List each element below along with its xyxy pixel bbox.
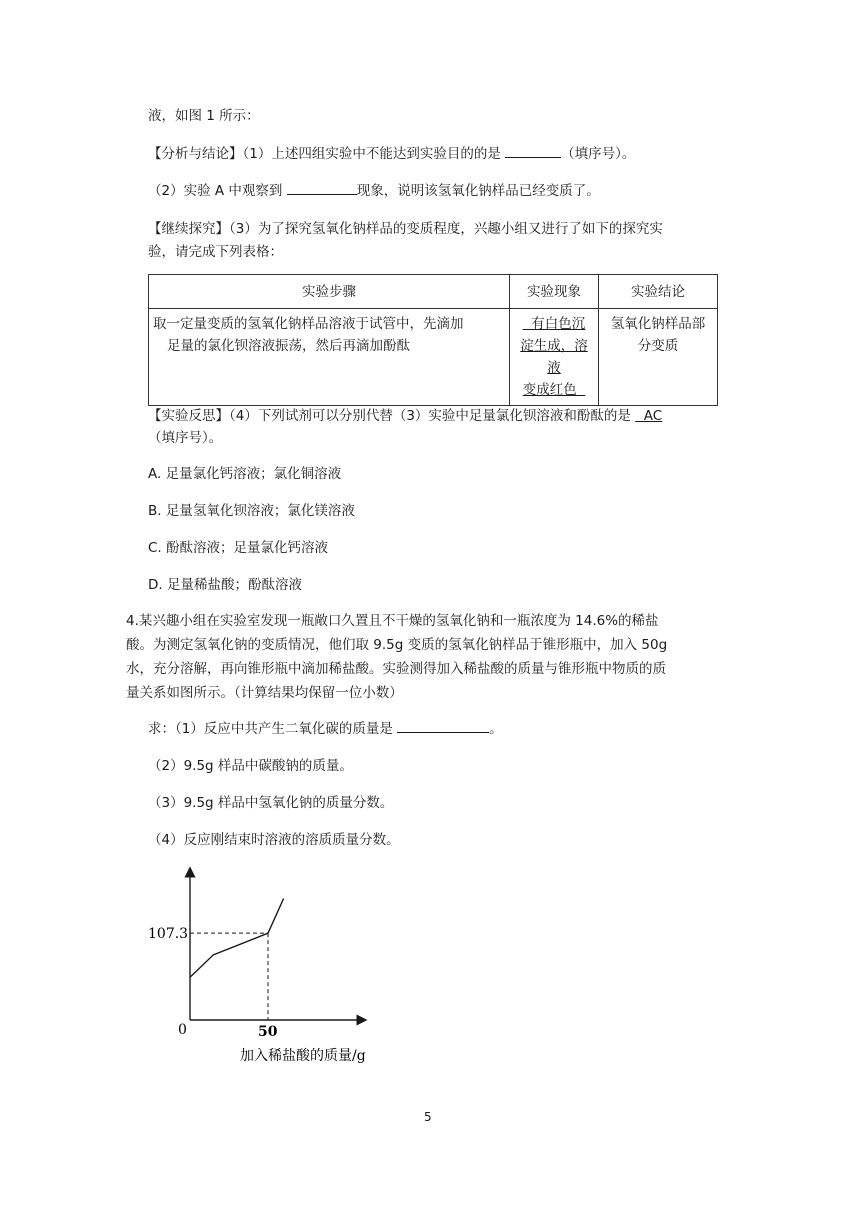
continue-line-1: 【继续探究】（3）为了探究氢氧化钠样品的变质程度，兴趣小组又进行了如下的探究实 [148, 221, 663, 237]
problem4-line-3: 水，充分溶解，再向锥形瓶中滴加稀盐酸。实验测得加入稀盐酸的质量与锥形瓶中物质的质 [126, 661, 666, 677]
reflection-answer: AC [635, 408, 663, 424]
q2-prefix: （2）实验 A 中观察到 [148, 183, 287, 199]
problem4-question-1 [148, 718, 503, 739]
origin-label: 0 [178, 1022, 187, 1038]
reflection-line-1 [148, 406, 662, 426]
p4q1-prefix: 求：（1）反应中共产生二氧化碳的质量是 [148, 721, 398, 737]
answer-blank-co2[interactable] [397, 718, 489, 733]
analysis-question-1 [148, 143, 635, 164]
cell-phenomenon [510, 309, 599, 406]
phenomenon-line-2: 淀生成，溶液 [520, 338, 588, 376]
phenomenon-line-3: 变成红色 [522, 382, 586, 398]
mass-chart [140, 860, 380, 1070]
page-number: 5 [424, 1110, 432, 1124]
series-line [190, 899, 284, 978]
table-header-row [149, 275, 718, 309]
option-c: C. 酚酞溶液；足量氯化钙溶液 [148, 540, 329, 556]
header-conclusion: 实验结论 [599, 275, 718, 309]
problem4-line-2: 酸。为测定氢氧化钠的变质情况，他们取 9.5g 变质的氢氧化钠样品于锥形瓶中，加入 50g [126, 637, 668, 653]
series-group [190, 899, 284, 978]
x-tick-label: 50 [258, 1024, 278, 1040]
conclusion-line-1: 氢氧化钠样品部 [610, 316, 706, 332]
analysis-suffix: （填序号）。 [561, 146, 636, 162]
reference-dashes [190, 933, 268, 1020]
step-line-1: 取一定量变质的氢氧化钠样品溶液于试管中，先滴加 [153, 316, 464, 332]
reflection-prefix: 【实验反思】（4）下列试剂可以分别代替（3）实验中足量氯化钡溶液和酚酞的是 [148, 408, 636, 424]
answer-blank-1[interactable] [505, 143, 561, 158]
problem4-question-4: （4）反应刚结束时溶液的溶质质量分数。 [148, 832, 400, 848]
problem4-question-2: （2）9.5g 样品中碳酸钠的质量。 [148, 758, 353, 774]
p4q1-suffix: 。 [489, 721, 503, 737]
y-tick-label: 107.3 [148, 926, 189, 943]
step-line-2: 足量的氯化钡溶液振荡，然后再滴加酚酞 [167, 338, 410, 354]
cell-conclusion [599, 309, 718, 406]
reflection-line-2: （填序号）。 [148, 430, 223, 446]
text-line-intro: 液，如图 1 所示： [148, 108, 260, 124]
option-d: D. 足量稀盐酸；酚酞溶液 [148, 577, 302, 593]
answer-blank-2[interactable] [287, 180, 357, 195]
phenomenon-line-1: 有白色沉 [522, 316, 586, 332]
cell-step [149, 309, 510, 406]
header-phenomenon: 实验现象 [510, 275, 599, 309]
header-step: 实验步骤 [149, 275, 510, 309]
problem4-line-4: 量关系如图所示。（计算结果均保留一位小数） [126, 685, 403, 701]
option-a: A. 足量氯化钙溶液；氯化铜溶液 [148, 466, 342, 482]
problem4-question-3: （3）9.5g 样品中氢氧化钠的质量分数。 [148, 795, 394, 811]
option-b: B. 足量氢氧化钡溶液；氯化镁溶液 [148, 503, 355, 519]
problem4-line-1: 4.某兴趣小组在实验室发现一瓶敞口久置且不干燥的氢氧化钠和一瓶浓度为 14.6%的稀盐 [126, 613, 659, 629]
conclusion-line-2: 分变质 [637, 338, 679, 354]
analysis-prefix: 【分析与结论】（1）上述四组实验中不能达到实验目的的是 [148, 146, 506, 162]
x-axis-label: 加入稀盐酸的质量/g [240, 1048, 366, 1064]
continue-line-2: 验，请完成下列表格： [148, 244, 283, 260]
analysis-question-2 [148, 180, 600, 201]
experiment-table [148, 274, 718, 406]
table-row [149, 309, 718, 406]
q2-suffix: 现象，说明该氢氧化钠样品已经变质了。 [356, 183, 600, 199]
